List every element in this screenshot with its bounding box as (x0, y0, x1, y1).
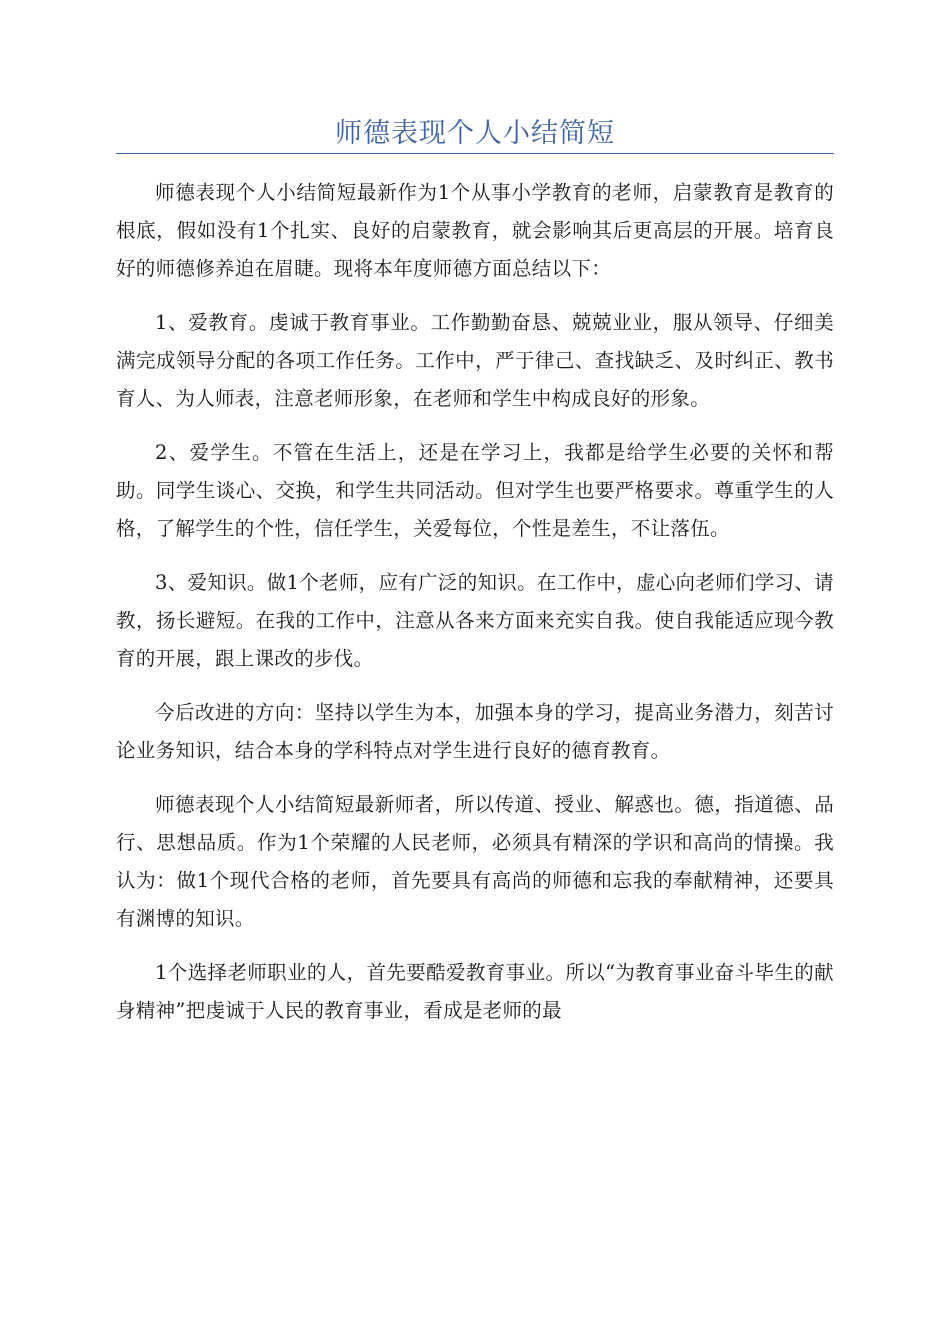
paragraph-improvement-direction: 今后改进的方向：坚持以学生为本，加强本身的学习，提高业务潜力，刻苦讨论业务知识，结合本身的学科特点对学生进行良好的德育教育。 (116, 701, 834, 762)
paragraph-career-choice: 1个选择老师职业的人，首先要酷爱教育事业。所以“为教育事业奋斗毕生的献身精神”把虔诚于人民的教育事业，看成是老师的最 (116, 961, 834, 1022)
document-title: 师德表现个人小结简短 (335, 118, 615, 149)
document-body (116, 174, 834, 1046)
title-underline-divider (116, 153, 834, 154)
paragraph-intro: 师德表现个人小结简短最新作为1个从事小学教育的老师，启蒙教育是教育的根底，假如没有1个扎实、良好的启蒙教育，就会影响其后更高层的开展。培育良好的师德修养迫在眉睫。现将本年度师德方面总结以下： (116, 181, 834, 280)
paragraph-love-knowledge: 3、爱知识。做1个老师，应有广泛的知识。在工作中，虚心向老师们学习、请教，扬长避短。在我的工作中，注意从各来方面来充实自我。使自我能适应现今教育的开展，跟上课改的步伐。 (116, 571, 834, 670)
paragraph-love-students: 2、爱学生。不管在生活上，还是在学习上，我都是给学生必要的关怀和帮助。同学生谈心、交换，和学生共同活动。但对学生也要严格要求。尊重学生的人格，了解学生的个性，信任学生，关爱每位，个性是差生，不让落伍。 (116, 441, 834, 540)
paragraph-love-education: 1、爱教育。虔诚于教育事业。工作勤勤奋恳、兢兢业业，服从领导、仔细美满完成领导分配的各项工作任务。工作中，严于律己、查找缺乏、及时纠正、教书育人、为人师表，注意老师形象，在老师和学生中构成良好的形象。 (116, 311, 834, 410)
paragraph-teacher-ethics: 师德表现个人小结简短最新师者，所以传道、授业、解惑也。德，指道德、品行、思想品质。作为1个荣耀的人民老师，必须具有精深的学识和高尚的情操。我认为：做1个现代合格的老师，首先要具有高尚的师德和忘我的奉献精神，还要具有渊博的知识。 (116, 793, 834, 930)
